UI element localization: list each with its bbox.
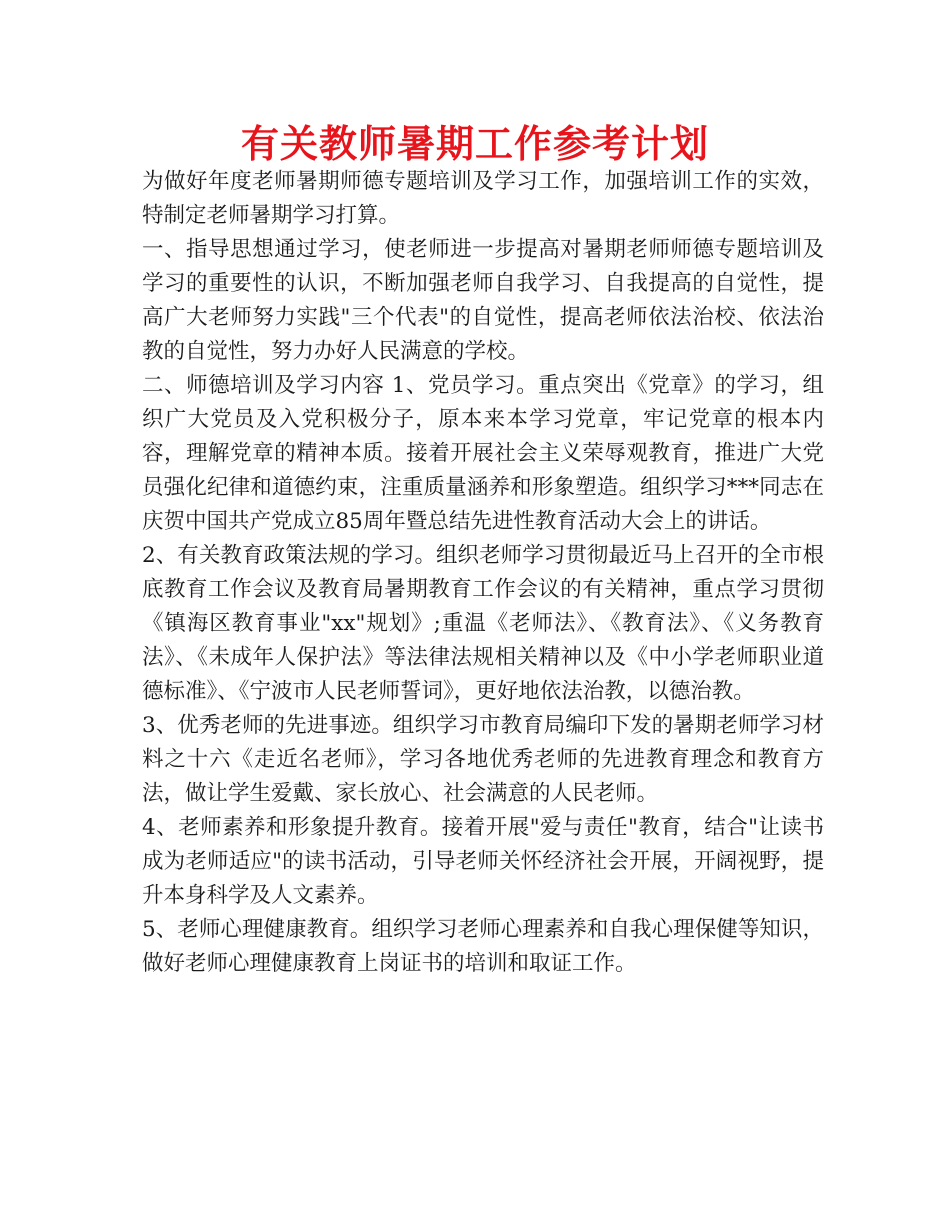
document-title: 有关教师暑期工作参考计划 [240,122,709,166]
paragraph-guiding-thought: 一、指导思想通过学习，使老师进一步提高对暑期老师师德专题培训及学习的重要性的认识，不断加强老师自我学习、自我提高的自觉性，提高广大老师努力实践"三个代表"的自觉性，提高老师依法治校、依法治教的自觉性，努力办好人民满意的学校。 [142,237,824,364]
paragraph-excellent-teachers: 3、优秀老师的先进事迹。组织学习市教育局编印下发的暑期老师学习材料之十六《走近名老师》，学习各地优秀老师的先进教育理念和教育方法，做让学生爱戴、家长放心、社会满意的人民老师。 [142,713,824,806]
paragraph-quality-image: 4、老师素养和形象提升教育。接着开展"爱与责任"教育，结合"让读书成为老师适应"的读书活动，引导老师关怀经济社会开展，开阔视野，提升本身科学及人文素养。 [142,815,824,908]
paragraph-policy-study: 2、有关教育政策法规的学习。组织老师学习贯彻最近马上召开的全市根底教育工作会议及教育局暑期教育工作会议的有关精神，重点学习贯彻《镇海区教育事业"xx"规划》;重温《老师法》、《教育法》、《义务教育法》、《未成年人保护法》等法律法规相关精神以及《中小学老师职业道德标准》、《宁波市人民老师誓词》，更好地依法治教，以德治教。 [142,543,824,704]
paragraph-mental-health: 5、老师心理健康教育。组织学习老师心理素养和自我心理保健等知识，做好老师心理健康教育上岗证书的培训和取证工作。 [142,917,824,976]
paragraph-intro: 为做好年度老师暑期师德专题培训及学习工作，加强培训工作的实效，特制定老师暑期学习打算。 [142,169,824,228]
paragraph-party-study: 二、师德培训及学习内容 1、党员学习。重点突出《党章》的学习，组织广大党员及入党积极分子，原本来本学习党章，牢记党章的根本内容，理解党章的精神本质。接着开展社会主义荣辱观教育，推进广大党员强化纪律和道德约束，注重质量涵养和形象塑造。组织学习***同志在庆贺中国共产党成立85周年暨总结先进性教育活动大会上的讲话。 [142,373,824,534]
document-body [142,165,824,981]
